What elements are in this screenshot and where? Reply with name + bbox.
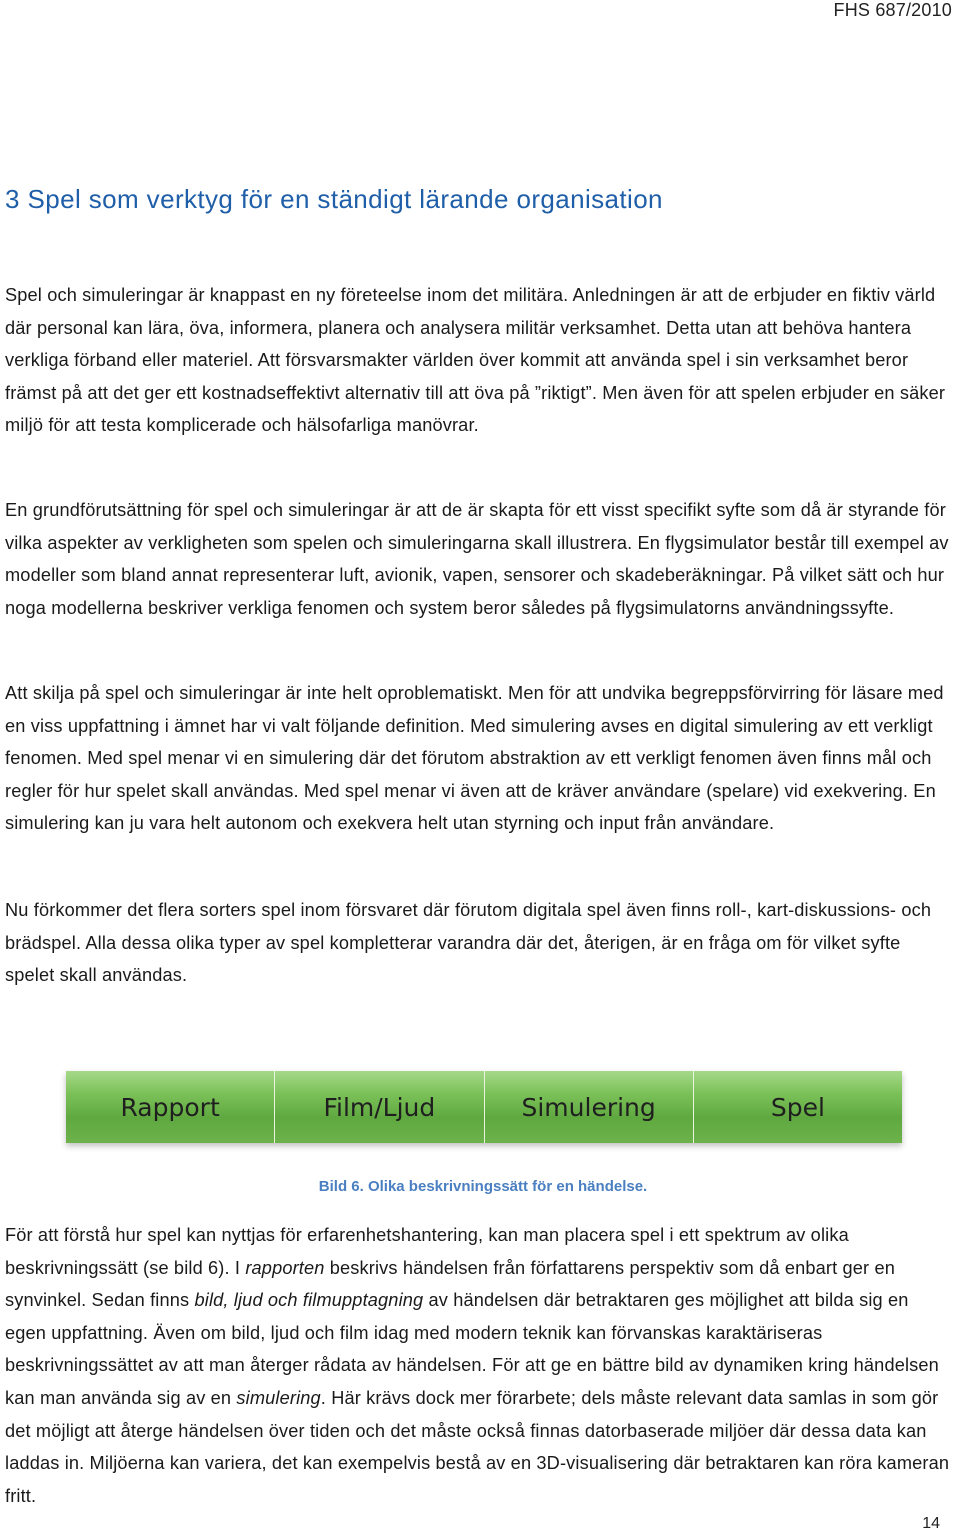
- page-number: 14: [922, 1515, 940, 1532]
- chapter-title: 3 Spel som verktyg för en ständigt lärande organisation: [5, 184, 663, 214]
- figure-segment-spel: Spel: [770, 1092, 825, 1122]
- paragraph-game-types: Nu förkommer det flera sorters spel inom försvaret där förutom digitala spel även finns roll-, kart-diskussions- och brädspel. Alla dessa olika typer av spel kompletterar varandra där det, återigen, är en fråga om för vilket syfte spelet skall användas.: [5, 900, 932, 986]
- description-spectrum-figure: [66, 1071, 902, 1143]
- paragraph-text: . Här krävs dock mer förarbete; dels måste relevant data samlas in som gör det möjligt att återge händelsen över tiden och det måste också finnas datorbaserade miljöer där dessa data kan laddas in. Miljöerna kan variera, det kan exempelvis bestå av en 3D-visualisering där betraktaren kan röra kameran fritt.: [5, 1387, 950, 1506]
- emphasis-rapporten: rapporten: [245, 1257, 325, 1278]
- paragraph-intro: Spel och simuleringar är knappast en ny företeelse inom det militära. Anledningen är att de erbjuder en fiktiv värld där personal kan lära, öva, informera, planera och analysera militär verksamhet. Detta utan att behöva hantera verkliga förband eller materiel. Att försvarsmakter världen över kommit att använda spel i sin verksamhet beror främst på att det ger ett kostnadseffektivt alternativ till att öva på ”riktigt”. Men även för att spelen erbjuder en säker miljö för att testa komplicerade och hälsofarliga manövrar.: [5, 285, 946, 436]
- document-reference: FHS 687/2010: [833, 0, 952, 20]
- figure-segment-simulering: Simulering: [485, 1071, 694, 1143]
- emphasis-bild-ljud-film: bild, ljud och filmupptagning: [194, 1290, 424, 1311]
- figure-caption: Bild 6. Olika beskrivningssätt för en händelse.: [318, 1178, 648, 1195]
- figure-segment-film-ljud: Film/Ljud: [275, 1071, 484, 1143]
- paragraph-text: För att förstå hur spel kan nyttjas för erfarenhetshantering, kan man placera spel i ett spektrum av olika beskrivningssätt (se bild 6). I: [5, 1225, 849, 1278]
- paragraph-prerequisite: En grundförutsättning för spel och simuleringar är att de är skapta för ett visst specifikt syfte som då är styrande för vilka aspekter av verkligheten som spelen och simuleringarna skall illustrera. En flygsimulator består till exempel av modeller som bland annat representerar luft, avionik, vapen, sensorer och skadeberäkningar. På vilket sätt och hur noga modellerna beskriver verkliga fenomen och system beror således på flygsimulatorns användningssyfte.: [5, 500, 949, 618]
- paragraph-definition: Att skilja på spel och simuleringar är inte helt oproblematiskt. Men för att undvika begreppsförvirring för läsare med en viss uppfattning i ämnet har vi valt följande definition. Med simulering avses en digital simulering av ett verkligt fenomen. Med spel menar vi en simulering där det förutom abstraktion av ett verkligt fenomen även finns mål och regler för hur spelet skall användas. Med spel menar vi även att de kräver användare (spelare) vid exekvering. En simulering kan ju vara helt autonom och exekvera helt utan styrning och input från användare.: [5, 683, 944, 834]
- figure-segment-rapport: Rapport: [66, 1071, 275, 1143]
- paragraph-text: beskrivs händelsen från författarens perspektiv som då enbart ger en synvinkel. Sedan finns: [5, 1257, 895, 1311]
- paragraph-text: av händelsen där betraktaren ges möjlighet att bilda sig en egen uppfattning. Även om bild, ljud och film idag med modern teknik kan förvanskas karaktäriseras beskrivningssättet av att man återger rådata av händelsen. För att ge en bättre bild av dynamiken kring händelsen kan man använda sig av en: [5, 1290, 939, 1408]
- paragraph-spectrum: [5, 1219, 953, 1512]
- emphasis-simulering: simulering: [236, 1387, 321, 1408]
